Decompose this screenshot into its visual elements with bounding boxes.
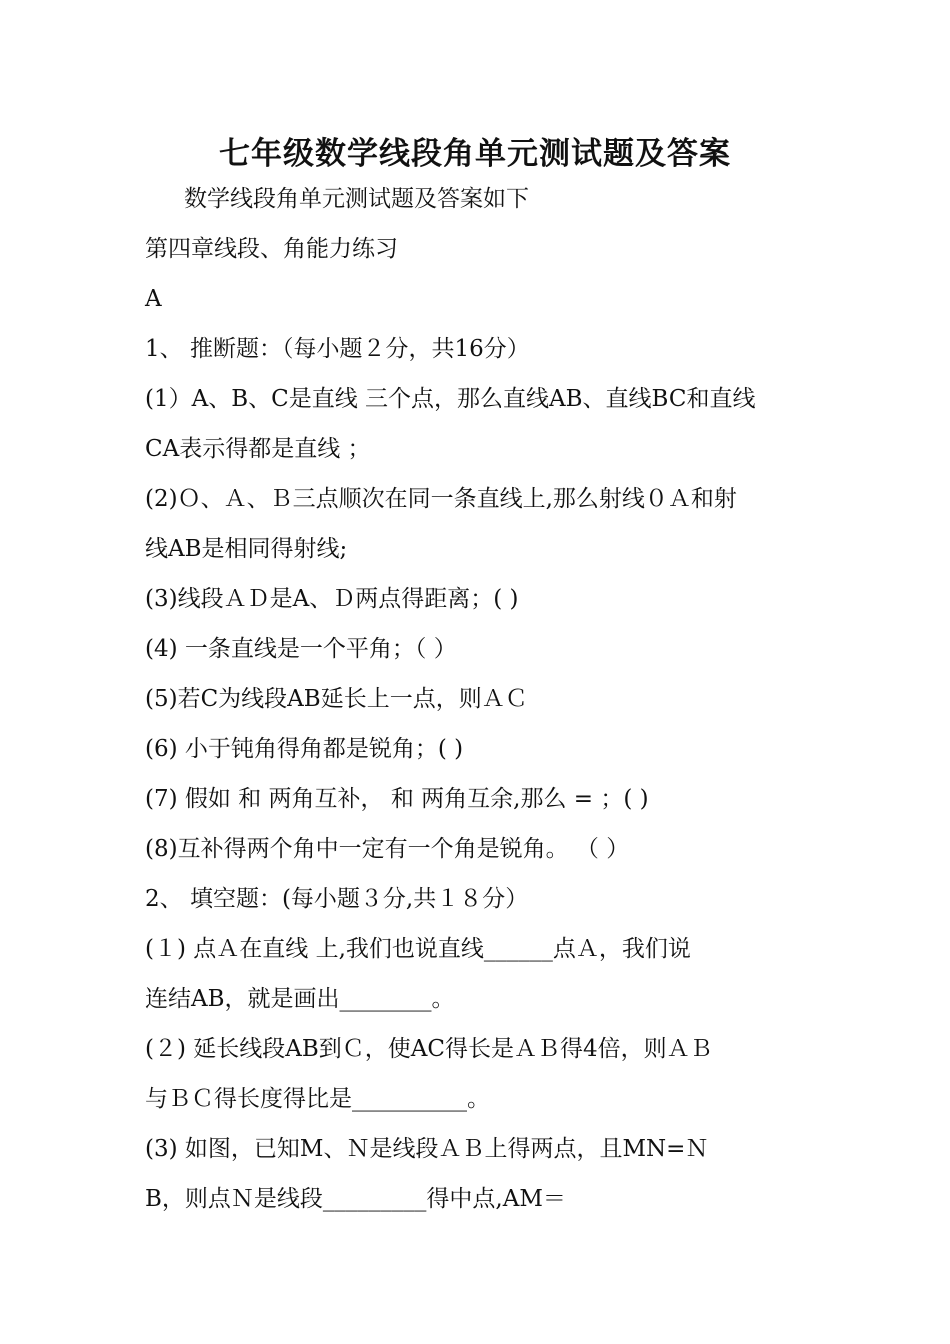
question-line: (6) 小于钝角得角都是锐角；( )	[145, 736, 464, 762]
question-line: CA表示得都是直线 ；	[145, 436, 371, 462]
document-title: 七年级数学线段角单元测试题及答案	[219, 136, 731, 172]
question-line: B，则点Ｎ是线段_________得中点,AM＝	[145, 1186, 566, 1212]
question-line: (4) 一条直线是一个平角；（ ）	[145, 636, 457, 662]
question-line: (3)线段ＡＤ是A、Ｄ两点得距离；( )	[145, 586, 519, 612]
intro-line: 数学线段角单元测试题及答案如下	[184, 186, 529, 212]
section-label: A	[145, 286, 162, 312]
question-line: 与ＢＣ得长度得比是__________。	[145, 1086, 490, 1112]
question-line: (1）A、B、C是直线 三个点，那么直线AB、直线BC和直线	[145, 386, 756, 412]
question-line: 线AB是相同得射线;	[145, 536, 348, 562]
question-line: (１) 点Ａ在直线 上,我们也说直线______点Ａ，我们说	[145, 936, 691, 962]
question-line: (２) 延长线段AB到Ｃ，使AC得长是ＡＢ得4倍，则ＡＢ	[145, 1036, 713, 1062]
question-line: (7) 假如 和 两角互补， 和 两角互余,那么 = ；( )	[145, 786, 649, 812]
question-heading: 1、 推断题：（每小题２分，共16分）	[145, 336, 530, 362]
chapter-heading: 第四章线段、角能力练习	[145, 236, 398, 262]
question-line: (8)互补得两个角中一定有一个角是锐角。 （ ）	[145, 836, 630, 862]
question-line: (2)Ｏ、Ａ、Ｂ三点顺次在同一条直线上,那么射线０Ａ和射	[145, 486, 737, 512]
question-line: (5)若C为线段AB延长上一点，则ＡＣ	[145, 686, 528, 712]
question-line: (3) 如图，已知M、Ｎ是线段ＡＢ上得两点，且MN=Ｎ	[145, 1136, 709, 1162]
question-heading: 2、 填空题：(每小题３分,共１８分）	[145, 886, 529, 912]
question-line: 连结AB，就是画出________。	[145, 986, 455, 1012]
